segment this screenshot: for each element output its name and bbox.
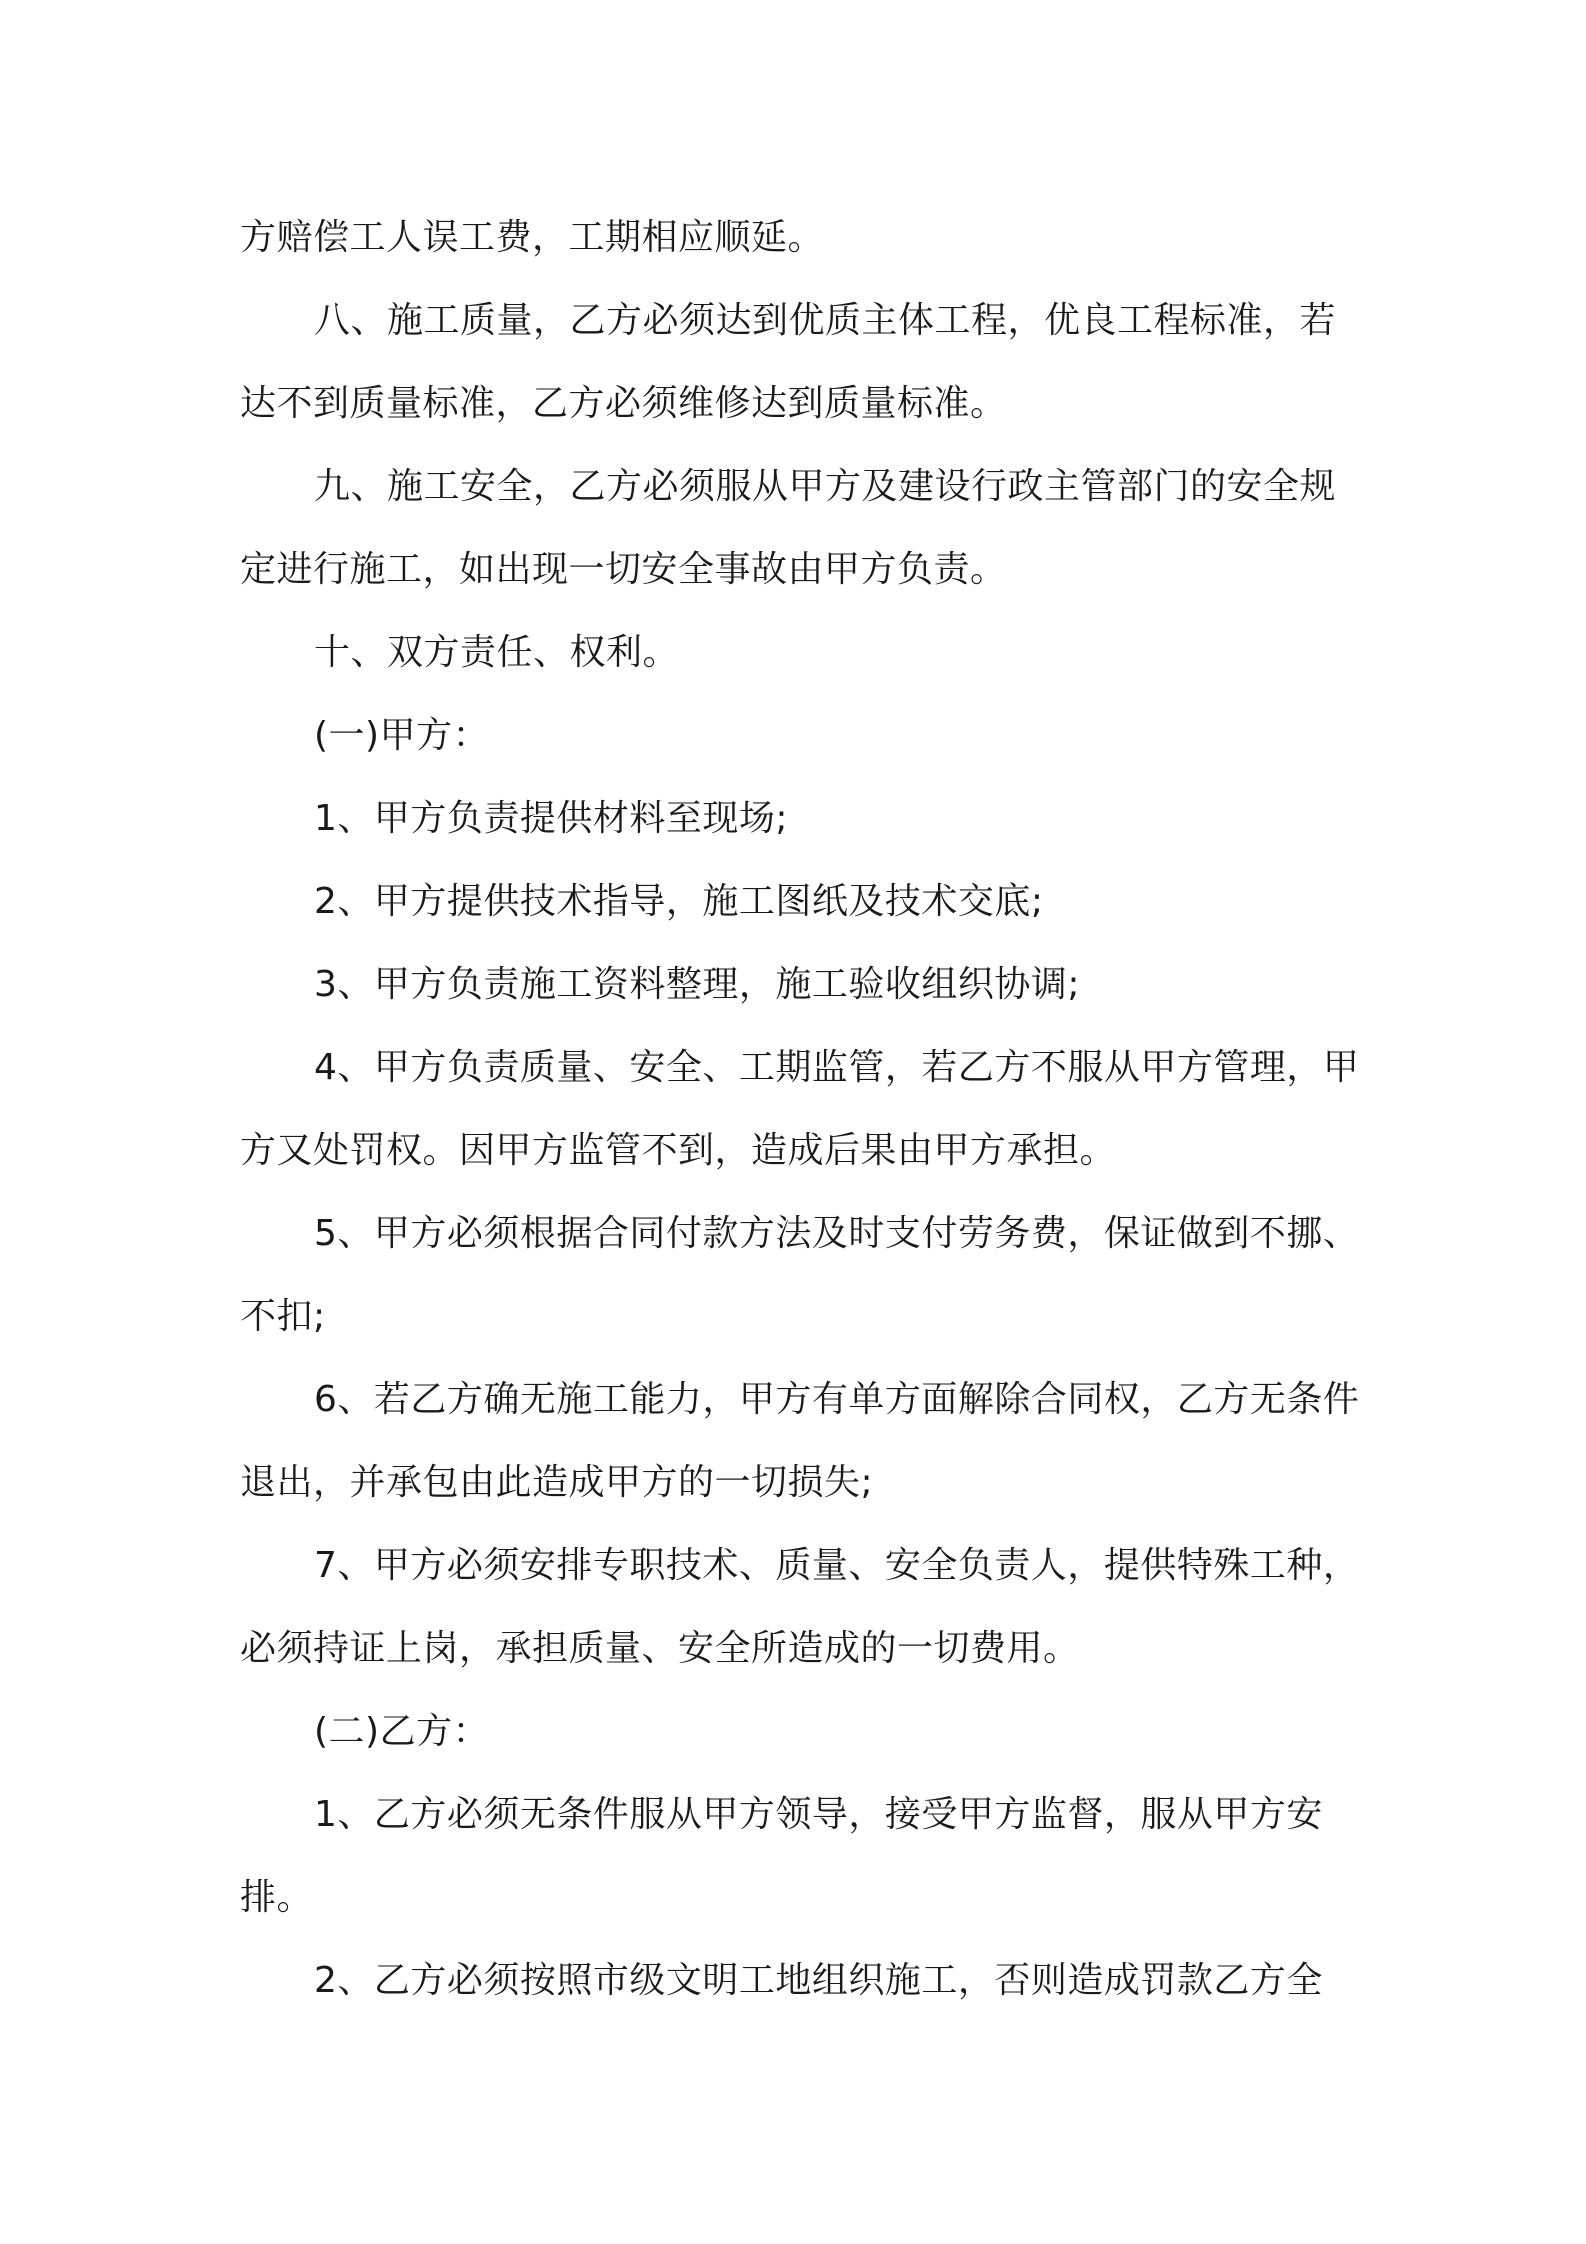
paragraph-clause-10: 十、双方责任、权利。 bbox=[314, 632, 680, 673]
party-a-item-1: 1、甲方负责提供材料至现场; bbox=[314, 798, 789, 839]
party-a-item-2: 2、甲方提供技术指导，施工图纸及技术交底; bbox=[314, 881, 1044, 922]
paragraph-continuation: 方赔偿工人误工费，工期相应顺延。 bbox=[240, 217, 825, 258]
party-a-item-6: 6、若乙方确无施工能力，甲方有单方面解除合同权，乙方无条件退出，并承包由此造成甲方的一切损失; bbox=[240, 1379, 1360, 1503]
section-party-b-heading: (二)乙方： bbox=[314, 1711, 490, 1752]
party-b-item-1: 1、乙方必须无条件服从甲方领导，接受甲方监督，服从甲方安排。 bbox=[240, 1794, 1323, 1918]
party-a-item-5: 5、甲方必须根据合同付款方法及时支付劳务费，保证做到不挪、不扣; bbox=[240, 1213, 1360, 1337]
document-body bbox=[240, 196, 1360, 2022]
party-a-item-3: 3、甲方负责施工资料整理，施工验收组织协调; bbox=[314, 964, 1081, 1005]
section-party-a-heading: (一)甲方： bbox=[314, 715, 490, 756]
party-a-item-4: 4、甲方负责质量、安全、工期监管，若乙方不服从甲方管理，甲方又处罚权。因甲方监管不到，造成后果由甲方承担。 bbox=[240, 1047, 1360, 1171]
party-a-item-7: 7、甲方必须安排专职技术、质量、安全负责人，提供特殊工种，必须持证上岗，承担质量、安全所造成的一切费用。 bbox=[240, 1545, 1360, 1669]
paragraph-clause-8: 八、施工质量，乙方必须达到优质主体工程，优良工程标准，若达不到质量标准，乙方必须维修达到质量标准。 bbox=[240, 300, 1337, 424]
party-b-item-2: 2、乙方必须按照市级文明工地组织施工，否则造成罚款乙方全 bbox=[314, 1960, 1323, 2001]
paragraph-clause-9: 九、施工安全，乙方必须服从甲方及建设行政主管部门的安全规定进行施工，如出现一切安全事故由甲方负责。 bbox=[240, 466, 1337, 590]
